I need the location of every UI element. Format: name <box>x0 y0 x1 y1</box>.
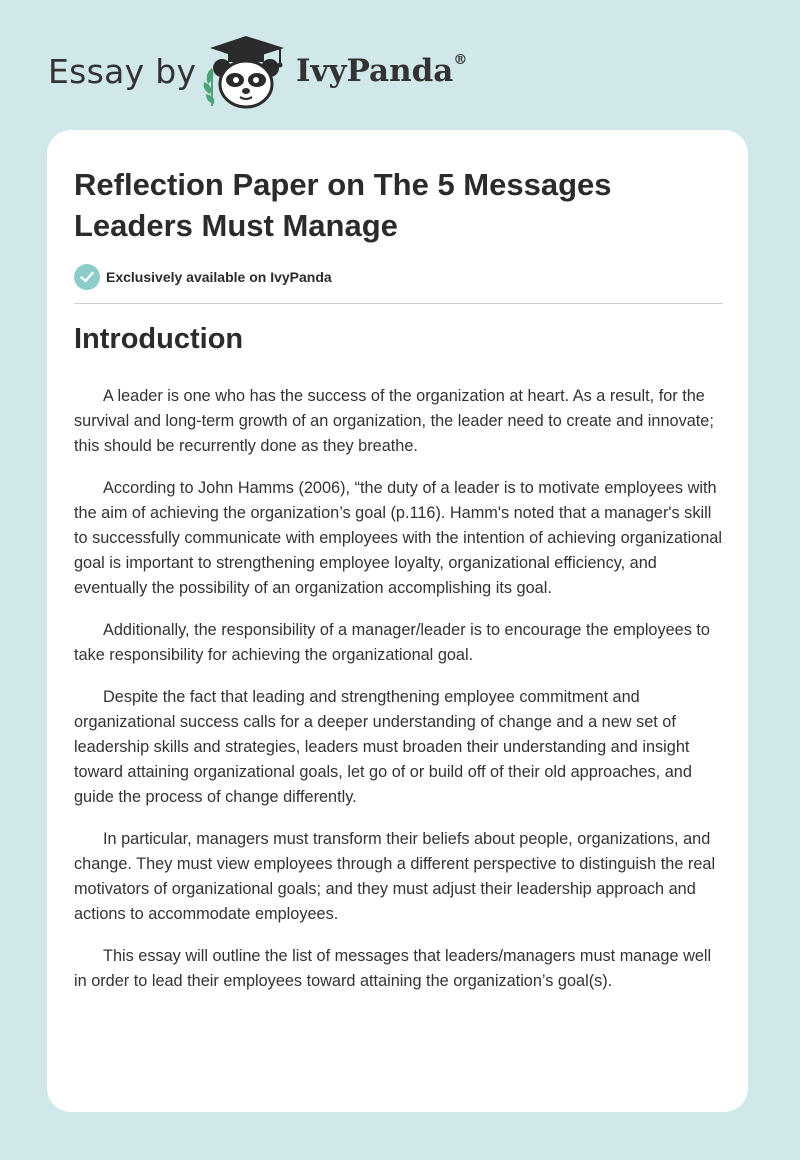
paragraph: Despite the fact that leading and strengthening employee commitment and organizational success calls for a deeper understanding of change and a new set of leadership skills and strategies, leaders must broaden their understanding and insight toward attaining organizational goals, let go of or build off of their old approaches, and guide the process of change differently. <box>74 688 692 806</box>
paragraph: This essay will outline the list of messages that leaders/managers must manage well in order to lead their employees toward attaining the organization’s goal(s). <box>74 947 712 990</box>
panda-graduate-logo-icon[interactable] <box>200 34 292 110</box>
essay-body <box>74 384 726 1011</box>
registered-mark: ® <box>453 51 468 68</box>
site-header <box>0 0 800 120</box>
brand-name[interactable] <box>296 53 467 89</box>
brand-name-text: IvyPanda <box>296 53 454 89</box>
paragraph: In particular, managers must transform their beliefs about people, organizations, and change. They must view employees through a different perspective to distinguish the real motivators of organizational goals; and they must adjust their leadership approach and actions to accommodate employees. <box>74 830 716 923</box>
divider <box>74 303 723 304</box>
brand-prefix: Essay by <box>48 52 197 91</box>
exclusive-badge <box>74 264 332 290</box>
paragraph: According to John Hamms (2006), “the duty of a leader is to motivate employees with the aim of achieving the organization’s goal (p.116). Hamm's noted that a manager's skill to successfully communicate with employees with the intention of achieving organizational goal is important to strengthening employee loyalty, organizational efficiency, and eventually the possibility of an organization accomplishing its goal. <box>74 479 722 597</box>
check-circle-icon <box>74 264 100 290</box>
paragraph: Additionally, the responsibility of a manager/leader is to encourage the employees to take responsibility for achieving the organizational goal. <box>74 621 710 664</box>
page-title: Reflection Paper on The 5 Messages Leaders Must Manage <box>74 167 612 243</box>
section-heading-introduction: Introduction <box>74 323 244 355</box>
paragraph: A leader is one who has the success of the organization at heart. As a result, for the survival and long-term growth of an organization, the leader need to create and innovate; this should be recurrently done as they breathe. <box>74 387 714 455</box>
badge-text: Exclusively available on IvyPanda <box>106 269 332 285</box>
essay-card <box>47 130 748 1112</box>
